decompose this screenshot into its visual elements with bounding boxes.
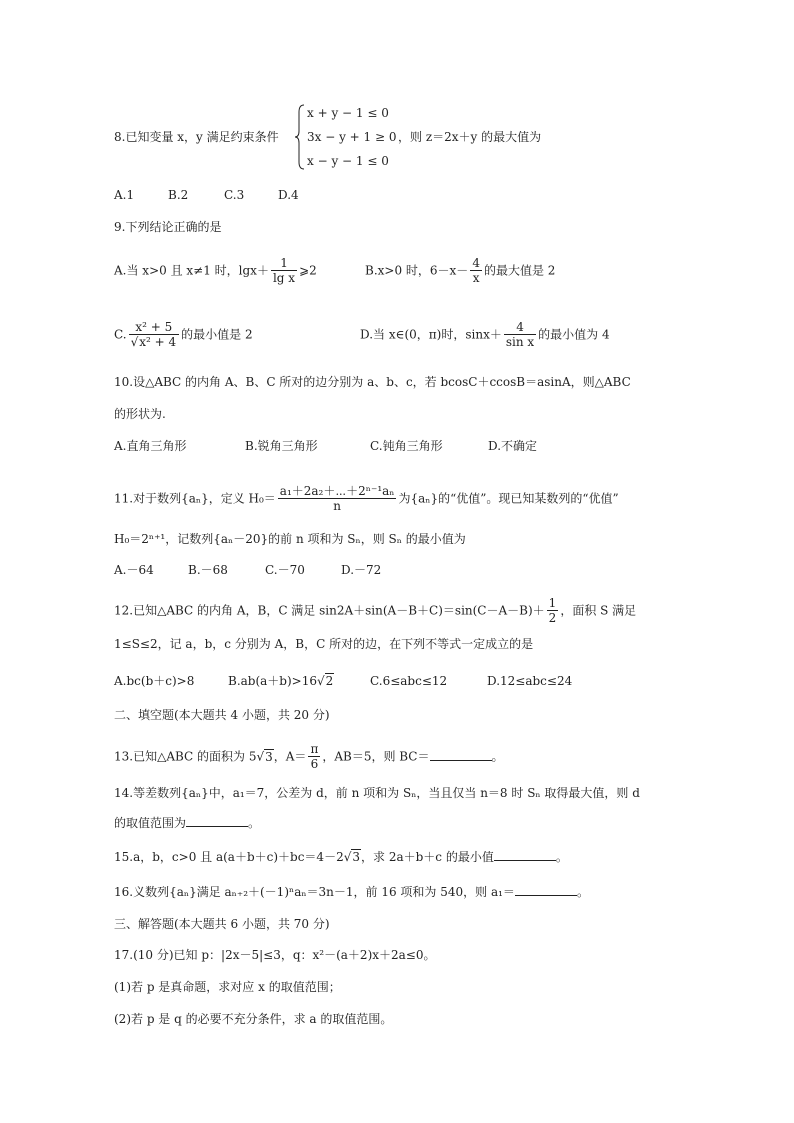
q15-rad: 3 xyxy=(352,850,361,864)
section-heading-fill-in: 二、填空题(本大题共 4 小题，共 20 分) xyxy=(114,708,330,722)
q11-den: n xyxy=(333,499,341,513)
q17-part-2: (2)若 p 是 q 的必要不充分条件，求 a 的取值范围。 xyxy=(114,1012,393,1026)
q10-option-b: B.锐角三角形 xyxy=(245,439,318,453)
q9-option-b xyxy=(365,256,555,286)
q13-num: π xyxy=(310,742,319,756)
q13-post: ，AB＝5，则 BC＝ xyxy=(322,749,430,764)
q12-b-rad: 2 xyxy=(325,674,334,688)
q17-part-1: (1)若 p 是真命题，求对应 x 的取值范围； xyxy=(114,980,341,994)
q11-option-a: A.－64 xyxy=(114,563,154,577)
q11-option-d: D.－72 xyxy=(341,563,382,577)
q10-line-1: 10.设△ABC 的内角 A、B、C 所对的边分别为 a、b、c，若 bcosC＋ccosB＝asinA，则△ABC xyxy=(114,375,631,389)
q12-option-c: C.6≤abc≤12 xyxy=(370,674,448,688)
q16-end: 。 xyxy=(576,885,589,899)
constraint-brace xyxy=(295,104,305,170)
q9-b-den: x xyxy=(472,271,480,285)
q9-a-num: 1 xyxy=(271,256,297,271)
q13-line: 13.已知△ABC 的面积为 5√3，A＝ $\frac{\pi}{6}$ ，AB＝5，则 BC＝ 。 xyxy=(114,742,504,771)
fraction xyxy=(547,596,559,626)
q12-pre: 12.已知△ABC 的内角 A，B，C 满足 sin2A＋sin(A－B＋C)＝sin(C－A－B)＋ xyxy=(114,603,545,618)
q12-line-2: 1≤S≤2，记 a，b，c 分别为 A，B，C 所对的边，在下列不等式一定成立的是 xyxy=(114,637,534,651)
q8-constraint-3: x − y − 1 ≤ 0 xyxy=(307,154,389,168)
q12-option-d: D.12≤abc≤24 xyxy=(487,674,573,688)
q9-a-pre: A.当 x>0 且 x≠1 时，lgx＋ xyxy=(114,263,269,278)
q14-line-2 xyxy=(114,815,260,831)
q8-constraint-1: x + y − 1 ≤ 0 xyxy=(307,106,389,120)
q13-mid: ，A＝ xyxy=(273,749,307,764)
q9-c-post: 的最小值是 2 xyxy=(181,327,253,342)
q8-option-c: C.3 xyxy=(224,188,245,202)
answer-blank[interactable] xyxy=(515,885,577,896)
q9-d-den: sin x xyxy=(505,335,535,349)
q9-d-post: 的最小值为 4 xyxy=(538,327,610,342)
q12-num: 1 xyxy=(548,596,557,610)
q11-option-c: C.－70 xyxy=(265,563,305,577)
q8-prefix: 8.已知变量 x，y 满足约束条件 xyxy=(114,130,279,144)
q11-option-b: B.－68 xyxy=(188,563,228,577)
q9-c-pre: C. xyxy=(114,327,127,342)
answer-blank[interactable] xyxy=(186,816,248,827)
fraction xyxy=(271,256,297,286)
q11-line-2: H₀＝2ⁿ⁺¹，记数列{aₙ－20}的前 n 项和为 Sₙ，则 Sₙ 的最小值为 xyxy=(114,532,466,546)
q9-a-post: ⩾2 xyxy=(299,263,317,278)
q9-d-num: 4 xyxy=(504,320,536,335)
q13-den: 6 xyxy=(310,757,319,771)
q8-option-a: A.1 xyxy=(114,188,135,202)
q9-option-c xyxy=(114,320,253,350)
q12-option-a: A.bc(b＋c)>8 xyxy=(114,674,195,688)
q15-post: ，求 2a＋b＋c 的最小值 xyxy=(361,850,494,864)
q9-stem: 9.下列结论正确的是 xyxy=(114,220,222,234)
q8-suffix: ，则 z＝2x＋y 的最大值为 xyxy=(398,130,542,144)
q13-end: 。 xyxy=(491,749,504,764)
q9-d-pre: D.当 x∈(0，π)时，sinx＋ xyxy=(360,327,502,342)
fraction xyxy=(278,484,397,514)
q9-b-post: 的最大值是 2 xyxy=(483,263,556,278)
q8-constraint-2: 3x − y + 1 ≥ 0 xyxy=(307,130,397,144)
q12-line-1 xyxy=(114,596,636,626)
fraction xyxy=(504,320,536,350)
q9-option-d xyxy=(360,320,610,350)
q17-line-1: 17.(10 分)已知 p：|2x－5|≤3，q：x²－(a＋2)x＋2a≤0。 xyxy=(114,948,436,962)
q12-option-b: B.ab(a＋b)>16√2 xyxy=(228,674,334,688)
q11-line-1 xyxy=(114,484,619,514)
answer-blank[interactable] xyxy=(494,850,556,861)
q11-pre: 11.对于数列{aₙ}，定义 H₀＝ xyxy=(114,491,276,506)
q10-option-c: C.钝角三角形 xyxy=(370,439,443,453)
q16-pre: 16.义数列{aₙ}满足 aₙ₊₂＋(－1)ⁿaₙ＝3n－1，前 16 项和为 540，则 a₁＝ xyxy=(114,885,515,899)
q13-pre: 13.已知△ABC 的面积为 5 xyxy=(114,749,257,764)
q11-num: a₁＋2a₂＋⋯＋2ⁿ⁻¹aₙ xyxy=(279,484,395,498)
q8-option-b: B.2 xyxy=(168,188,189,202)
q10-option-d: D.不确定 xyxy=(488,439,538,453)
q11-post: 为{aₙ}的“优值”。现已知某数列的“优值” xyxy=(398,491,619,506)
q9-a-den: lg x xyxy=(272,271,296,285)
fraction xyxy=(129,320,180,350)
q14-line-2-text: 的取值范围为 xyxy=(114,816,187,830)
section-heading-solutions: 三、解答题(本大题共 6 小题，共 70 分) xyxy=(114,917,330,931)
q12-b-pre: B.ab(a＋b)>16 xyxy=(228,674,317,688)
q9-option-a xyxy=(114,256,317,286)
q12-post: ，面积 S 满足 xyxy=(560,603,637,618)
q9-b-num: 4 xyxy=(472,256,480,270)
q14-end: 。 xyxy=(248,816,261,830)
q9-c-den-wrap: √x² + 4 xyxy=(130,335,177,349)
q13-rad: 3 xyxy=(265,749,273,764)
q8-option-d: D.4 xyxy=(278,188,299,202)
q10-option-a: A.直角三角形 xyxy=(114,439,187,453)
q14-line-1: 14.等差数列{aₙ}中，a₁＝7，公差为 d，前 n 项和为 Sₙ，当且仅当 n＝8 时 Sₙ 取得最大值，则 d xyxy=(114,786,640,800)
q9-c-num: x² + 5 xyxy=(129,320,180,335)
q15-line: 15.a，b，c>0 且 a(a＋b＋c)＋bc＝4－2√3，求 2a＋b＋c 的最小值 。 xyxy=(114,850,568,864)
fraction xyxy=(470,256,482,286)
q12-den: 2 xyxy=(548,611,557,625)
q9-c-den: x² + 4 xyxy=(139,335,177,349)
q15-pre: 15.a，b，c>0 且 a(a＋b＋c)＋bc＝4－2 xyxy=(114,850,344,864)
q10-line-2: 的形状为. xyxy=(114,407,166,421)
answer-blank[interactable] xyxy=(430,750,492,761)
fraction xyxy=(308,742,320,772)
q15-end: 。 xyxy=(555,850,568,864)
q9-b-pre: B.x>0 时，6－x－ xyxy=(365,263,469,278)
q16-line xyxy=(114,884,589,900)
